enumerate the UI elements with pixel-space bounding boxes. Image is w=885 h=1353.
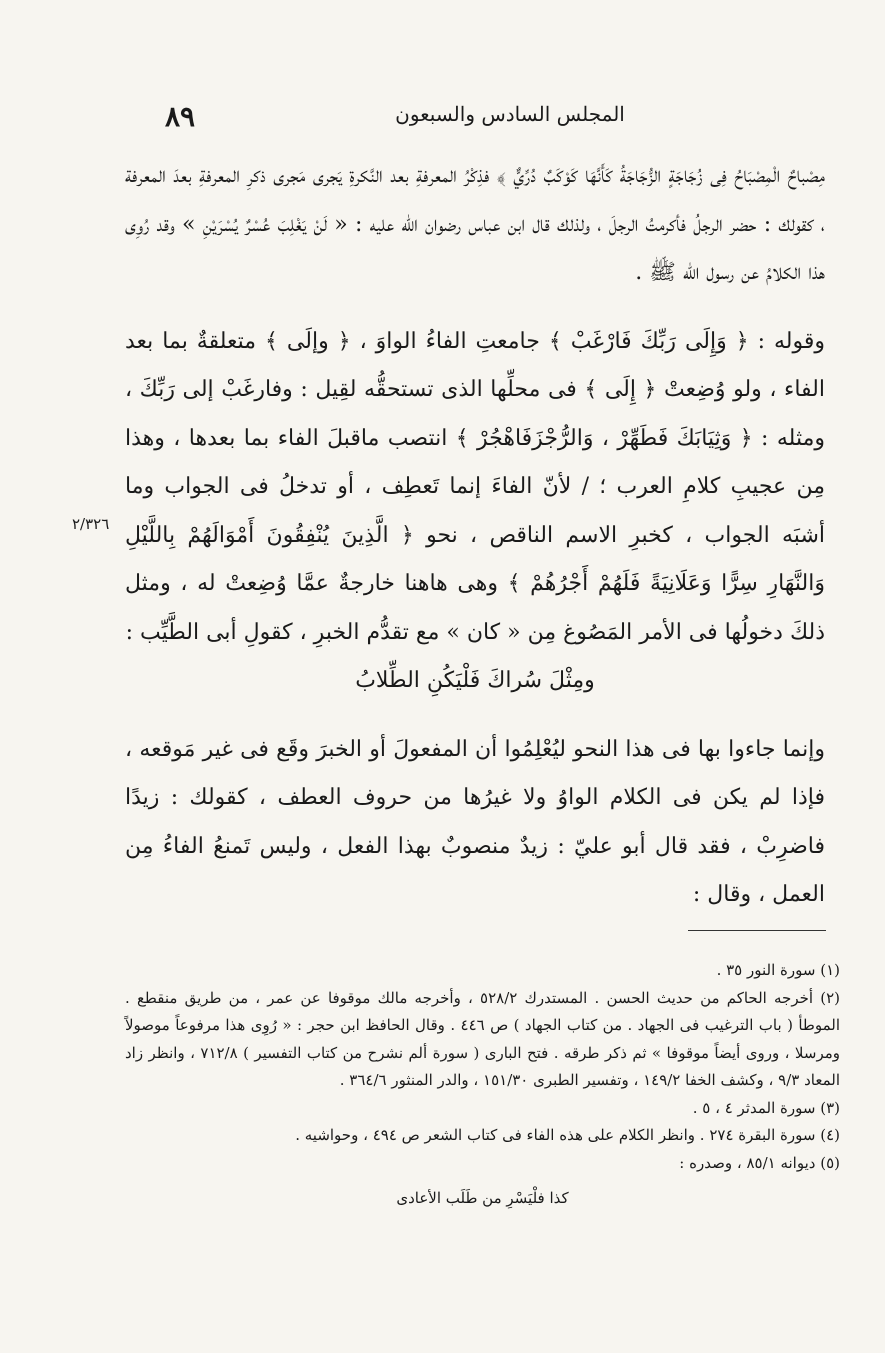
footnote-5-verse: كذا فلْيَسْرِ من طَلَب الأعادى [396,1189,569,1207]
paragraph-1: مِصْباحٌ الْمِصْبَاحُ فِى زُجَاجَةٍ الزُّجَاجَةُ كَأَنَّهَا كَوْكَبٌ دُرِّيٌّ ﴾ فذِكْرُ المعرفةِ بعد النَّكرةِ يَجرى مَجرى ذكرِ المعرفةِ بعدَ المعرفة ، كقولك : حضر الرجلُ فأكرمتُ الرجلَ ، ولذلك قال ابن عباس رضوان الله عليه : « لَنْ يَغْلِبَ عُسْرٌ يُسْرَيْنِ » وقد رُوِى هذا الكلامُ عن رسول الله ﷺ . [125,163,825,285]
paragraph-3: وإنما جاءوا بها فى هذا النحو ليُعْلِمُوا أن المفعولَ أو الخبرَ وقَع فى غير مَوقعه ، فإذا لم يكن فى الكلام الواوُ ولا غيرُها من حروف العطف ، كقولك : زيدًا فاضرِبْ ، فقد قال أبو عليّ : زيدٌ منصوبٌ بهذا الفعل ، وليس تَمنعُ الفاءُ مِن العمل ، وقال : [125,736,825,907]
running-title: المجلس السادس والسبعون [395,102,625,126]
footnote-2: (٢) أخرجه الحاكم من حديث الحسن . المستدرك ٥٢٨/٢ ، وأخرجه مالك موقوفا عن عمر ، من طريق منقطع . الموطأ ( باب الترغيب فى الجهاد . من كتاب الجهاد ) ص ٤٤٦ . وقال الحافظ ابن حجر : « رُوِى هذا مرفوعاً موصولاً ومرسلا ، وروى أيضاً موقوفا » ثم ذكر طرقه . فتح البارى ( سورة ألم نشرح من كتاب التفسير ) ٧١٢/٨ ، وانظر زاد المعاد ٩/٣ ، وكشف الخفا ١٤٩/٢ ، وتفسير الطبرى ١٥١/٣٠ ، والدر المنثور ٣٦٤/٦ . [125,988,841,1089]
page-number: ٨٩ [165,100,196,133]
footnote-5: (٥) ديوانه ٨٥/١ ، وصدره : [679,1153,840,1172]
footnote-1: (١) سورة النور ٣٥ . [716,961,840,979]
footnote-divider [688,930,826,931]
footnote-3: (٣) سورة المدثر ٤ ، ٥ . [692,1098,840,1117]
margin-reference: ٢/٣٢٦ [72,515,110,533]
footnotes [125,957,840,1213]
main-text [125,152,825,920]
poetry-verse: ومِثْلَ سُراكَ فَلْيَكُنِ الطِّلابُ [355,668,595,693]
paragraph-2: وقوله : ﴿ وَإِلَى رَبِّكَ فَارْغَبْ ﴾ جامعتِ الفاءُ الواوَ ، ﴿ وإلَى ﴾ متعلقةٌ بما بعد الفاء ، ولو وُضِعتْ ﴿ إِلَى ﴾ فى محلِّها الذى تستحقُّه لقِيل : وفارغَبْ إلى رَبِّكَ ، ومثله : ﴿ وَثِيَابَكَ فَطَهِّرْ ، وَالرُّجْزَفَاهْجُرْ ﴾ انتصب ماقبلَ الفاء بما بعدها ، وهذا مِن عجيبِ كلامِ العرب ؛ / لأنّ الفاءَ إنما تَعطِف ، أو تدخلُ فى الجواب وما أشبَه الجواب ، كخبرِ الاسم الناقص ، نحو ﴿ الَّذِينَ يُنْفِقُونَ أَمْوَالَهُمْ بِاللَّيْلِ وَالنَّهَارِ سِرًّا وَعَلَانِيَةً فَلَهُمْ أَجْرُهُمْ ﴾ وهى هاهنا خارجةٌ عمَّا وُضِعتْ له ، ومثل ذلكَ دخولُها فى الأمر المَصُوغ مِن « كان » مع تقدُّم الخبرِ ، كقولِ أبى الطَّيِّب : [125,328,825,645]
footnote-4: (٤) سورة البقرة ٢٧٤ . وانظر الكلام على هذه الفاء فى كتاب الشعر ص ٤٩٤ ، وحواشيه . [295,1126,840,1144]
